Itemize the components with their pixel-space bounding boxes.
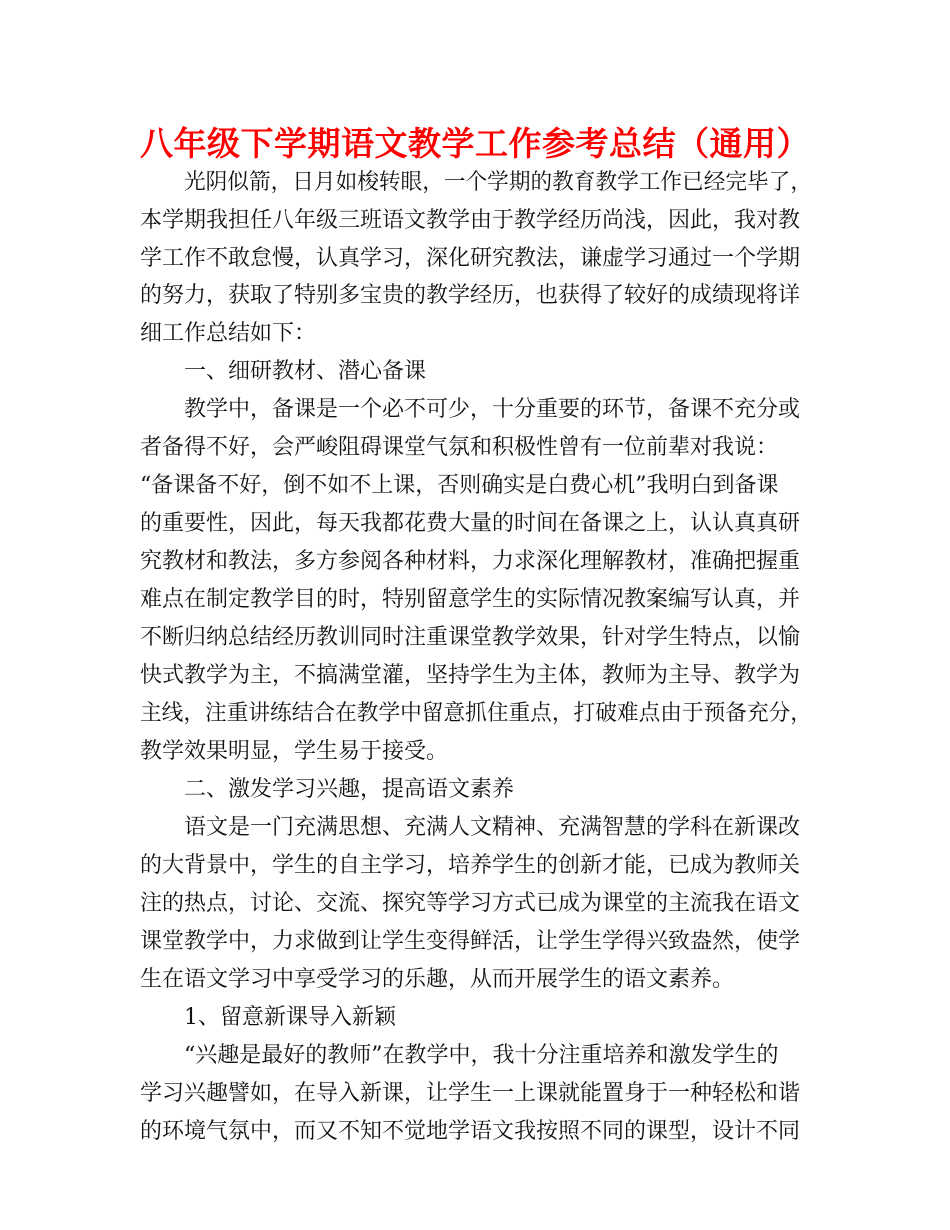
body-line: 难点在制定教学目的时，特别留意学生的实际情况教案编写认真，并	[140, 587, 801, 612]
body-line: 生在语文学习中享受学习的乐趣，从而开展学生的语文素养。	[140, 967, 735, 992]
body-line: 课堂教学中，力求做到让学生变得鲜活，让学生学得兴致盎然，使学	[140, 929, 801, 954]
body-line: 光阴似箭，日月如梭转眼，一个学期的教育教学工作已经完毕了，	[184, 170, 812, 195]
body-line: 究教材和教法，多方参阅各种材料，力求深化理解教材，准确把握重	[140, 549, 801, 574]
section-heading: 一、细研教材、潜心备课	[184, 359, 427, 384]
body-line: 的努力，获取了特别多宝贵的教学经历，也获得了较好的成绩现将详	[140, 283, 801, 308]
body-line: 注的热点，讨论、交流、探究等学习方式已成为课堂的主流我在语文	[140, 891, 801, 916]
body-line: 快式教学为主，不搞满堂灌，坚持学生为主体，教师为主导、教学为	[140, 663, 801, 688]
body-line: 者备得不好，会严峻阻碍课堂气氛和积极性曾有一位前辈对我说：	[140, 435, 779, 460]
subsection-heading: 1、留意新课导入新颖	[184, 1005, 396, 1030]
body-line: “兴趣是最好的教师”在教学中，我十分注重培养和激发学生的	[184, 1043, 779, 1068]
body-line: 教学效果明显，学生易于接受。	[140, 739, 449, 764]
body-line: “备课备不好，倒不如不上课，否则确实是白费心机”我明白到备课	[140, 473, 779, 498]
body-line: 的环境气氛中，而又不知不觉地学语文我按照不同的课型，设计不同	[140, 1119, 801, 1144]
body-line: 学习兴趣譬如，在导入新课，让学生一上课就能置身于一种轻松和谐	[140, 1081, 801, 1106]
body-line: 的大背景中，学生的自主学习，培养学生的创新才能，已成为教师关	[140, 853, 801, 878]
body-line: 主线，注重讲练结合在教学中留意抓住重点，打破难点由于预备充分，	[140, 701, 812, 726]
body-line: 语文是一门充满思想、充满人文精神、充满智慧的学科在新课改	[184, 815, 801, 840]
document-title: 八年级下学期语文教学工作参考总结（通用）	[140, 124, 810, 163]
body-line: 细工作总结如下：	[140, 321, 317, 346]
section-heading: 二、激发学习兴趣，提高语文素养	[184, 777, 515, 802]
body-line: 本学期我担任八年级三班语文教学由于教学经历尚浅，因此，我对教	[140, 208, 801, 233]
body-line: 不断归纳总结经历教训同时注重课堂教学效果，针对学生特点，以愉	[140, 625, 801, 650]
body-line: 教学中，备课是一个必不可少，十分重要的环节，备课不充分或	[184, 397, 801, 422]
body-line: 的重要性，因此，每天我都花费大量的时间在备课之上，认认真真研	[140, 511, 801, 536]
body-line: 学工作不敢怠慢，认真学习，深化研究教法，谦虚学习通过一个学期	[140, 246, 801, 271]
